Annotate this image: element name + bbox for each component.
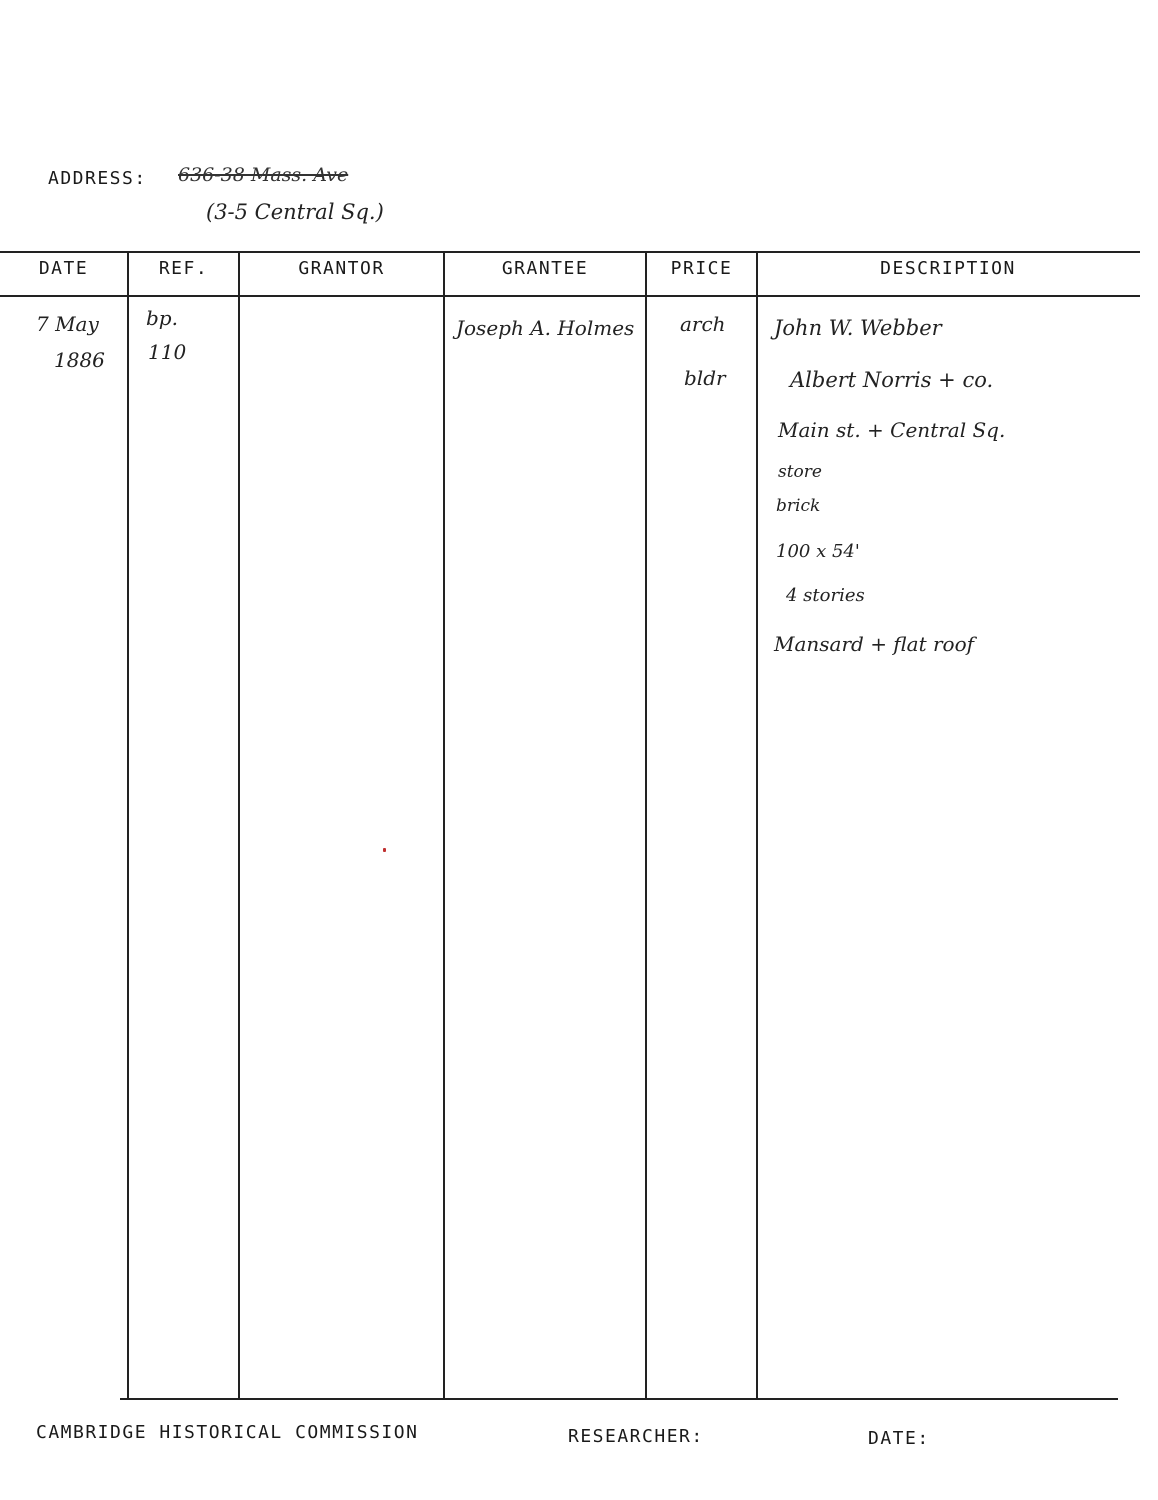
description-line: Albert Norris + co. (790, 368, 994, 392)
entry-date-day: 7 May (36, 312, 99, 336)
entry-grantee: Joseph A. Holmes (456, 316, 635, 340)
footer-commission: CAMBRIDGE HISTORICAL COMMISSION (36, 1422, 419, 1443)
entry-ref-book: bp. (146, 306, 178, 330)
description-line: 4 stories (786, 585, 865, 606)
column-divider-ref (238, 251, 240, 1398)
entry-ref-page: 110 (148, 340, 187, 364)
column-divider-price (756, 251, 758, 1398)
table-top-rule (0, 251, 1140, 253)
header-date: DATE (38, 258, 89, 279)
column-divider-date (127, 251, 129, 1398)
entry-price-line2: bldr (684, 366, 726, 390)
footer-date-label: DATE: (868, 1428, 930, 1449)
entry-date-year: 1886 (54, 348, 105, 372)
address-struck: 636-38 Mass. Ave (178, 164, 349, 186)
header-grantor: GRANTOR (298, 258, 385, 279)
description-line: Main st. + Central Sq. (778, 418, 1006, 442)
column-divider-grantor (443, 251, 445, 1398)
table-header-rule (0, 295, 1140, 297)
column-divider-grantee (645, 251, 647, 1398)
address-label: ADDRESS: (48, 168, 147, 189)
description-line: Mansard + flat roof (774, 632, 975, 656)
entry-price-line1: arch (680, 312, 726, 336)
footer-researcher-label: RESEARCHER: (568, 1426, 704, 1447)
ink-speck (383, 848, 386, 852)
address-new: (3-5 Central Sq.) (206, 200, 384, 224)
table-bottom-rule (120, 1398, 1118, 1400)
description-line: brick (776, 496, 821, 516)
description-line: John W. Webber (774, 316, 942, 340)
header-ref: REF. (158, 258, 209, 279)
header-grantee: GRANTEE (501, 258, 589, 279)
header-price: PRICE (670, 258, 733, 279)
header-description: DESCRIPTION (880, 258, 1016, 279)
description-line: store (778, 462, 822, 482)
description-line: 100 x 54' (776, 541, 860, 562)
